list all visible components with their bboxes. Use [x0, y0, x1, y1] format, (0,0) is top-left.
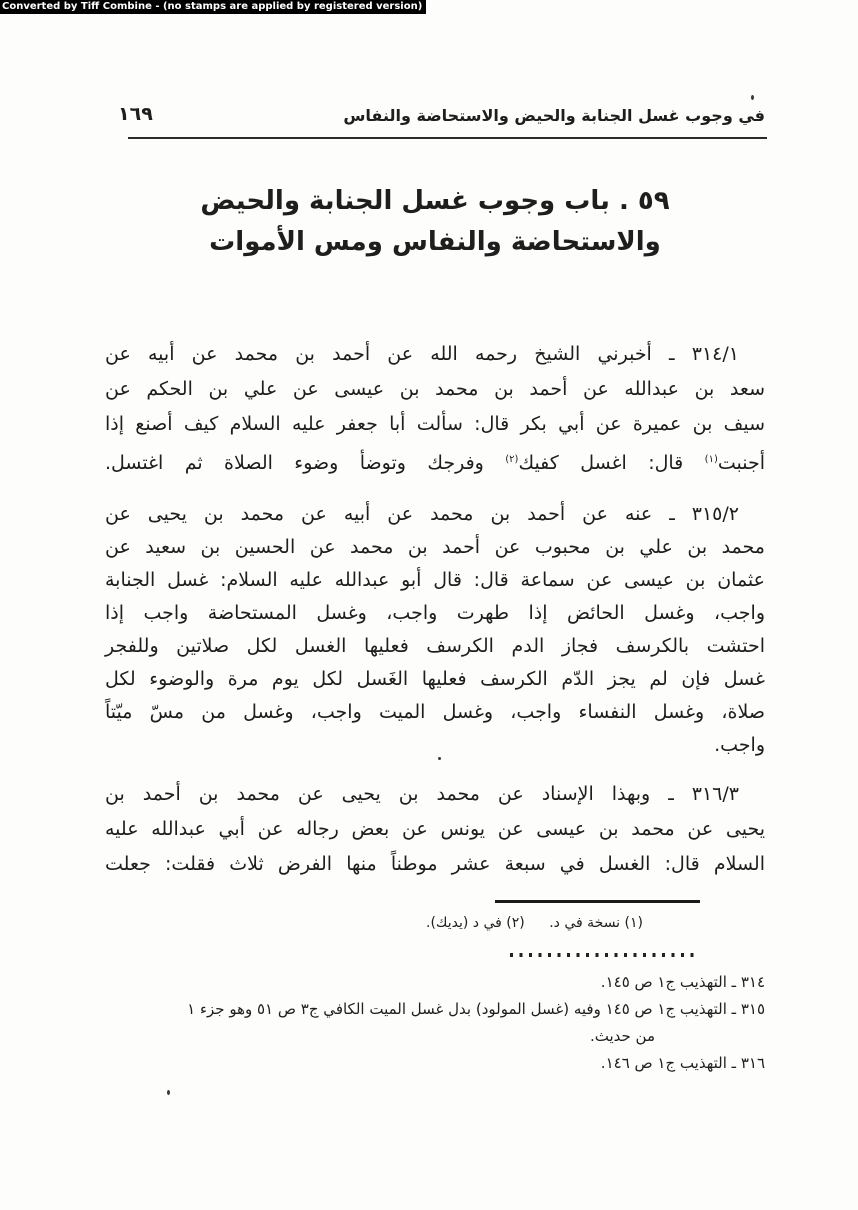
- footnote-1: (١) نسخة في د.: [549, 915, 643, 931]
- reference-316: ٣١٦ ـ التهذيب ج١ ص ١٤٦.: [600, 1054, 765, 1072]
- chapter-title-line1: ٥٩ . باب وجوب غسل الجنابة والحيض: [200, 186, 670, 216]
- hadith-316-line: ٣١٦/٣ ـ وبهذا الإسناد عن محمد بن يحيى عن محمد بن أحمد بن: [105, 783, 739, 805]
- hadith-315-line: واجب.: [714, 734, 765, 756]
- hadith-315-line: صلاة، وغسل النفساء واجب، وغسل الميت واجب، وغسل من مسّ ميّتاً: [105, 701, 765, 723]
- page-number: ١٦٩: [118, 103, 153, 125]
- hadith-314-text: أجنبت: [717, 452, 766, 474]
- hadith-315-line: ٣١٥/٢ ـ عنه عن أحمد بن محمد عن أبيه عن محمد بن يحيى عن: [105, 503, 739, 525]
- header-rule: [128, 137, 767, 139]
- footnote-ref-2: (٢): [505, 454, 519, 465]
- hadith-316: [105, 777, 765, 882]
- reference-315-continuation: من حديث.: [589, 1027, 655, 1045]
- hadith-314: [105, 337, 765, 481]
- chapter-title: [105, 181, 765, 263]
- hadith-315-line: محمد بن علي بن محبوب عن أحمد بن محمد عن الحسين بن سعيد عن: [105, 536, 765, 558]
- hadith-316-line: يحيى عن محمد بن عيسى عن يونس عن بعض رجاله عن أبي عبدالله عليه: [105, 818, 765, 840]
- hadith-315-line: احتشت بالكرسف فجاز الدم الكرسف فعليها الغسل لكل صلاتين وللفجر: [105, 635, 765, 657]
- hadith-314-line: [105, 442, 765, 481]
- scan-speck: [167, 1090, 170, 1095]
- reference-315: ٣١٥ ـ التهذيب ج١ ص ١٤٥ وفيه (غسل المولود) بدل غسل الميت الكافي ج٣ ص ٥١ وهو جزء ١: [187, 1000, 765, 1018]
- page-header: [118, 103, 765, 125]
- scan-speck: [438, 757, 441, 760]
- footnote-separator-rule: [495, 900, 700, 903]
- chapter-title-line2: والاستحاضة والنفاس ومس الأموات: [209, 227, 661, 257]
- dotted-separator: [510, 953, 700, 957]
- tiff-combine-banner: Converted by Tiff Combine - (no stamps are applied by registered version): [0, 0, 426, 14]
- hadith-314-line: ٣١٤/١ ـ أخبرني الشيخ رحمه الله عن أحمد بن محمد عن أبيه عن: [105, 343, 739, 365]
- footnote-ref-1: (١): [704, 454, 718, 465]
- hadith-314-line: سيف بن عميرة عن أبي بكر قال: سألت أبا جعفر عليه السلام كيف أصنع إذا: [105, 413, 765, 435]
- hadith-315-line: واجب، وغسل الحائض إذا طهرت واجب، وغسل المستحاضة واجب إذا: [105, 602, 765, 624]
- hadith-315-line: غسل فإن لم يجز الدّم الكرسف فعليها الغَسل لكل يوم مرة والوضوء لكل: [105, 668, 765, 690]
- footnote-2: (٢) في د (يديك).: [426, 915, 525, 931]
- hadith-315: [105, 498, 765, 762]
- references: [105, 969, 765, 1077]
- hadith-316-line: السلام قال: الغسل في سبعة عشر موطناً منها الفرض ثلاث فقلت: جعلت: [105, 853, 765, 875]
- running-title: في وجوب غسل الجنابة والحيض والاستحاضة والنفاس: [343, 106, 765, 125]
- scan-speck: [751, 95, 754, 100]
- hadith-314-text: قال: اغسل كفيك: [518, 452, 705, 474]
- hadith-315-line: عثمان بن عيسى عن سماعة قال: قال أبو عبدالله عليه السلام: غسل الجنابة: [105, 569, 765, 591]
- hadith-314-text: وفرجك وتوضأ وضوء الصلاة ثم اغتسل.: [105, 452, 506, 474]
- hadith-314-line: سعد بن عبدالله عن أحمد بن محمد بن عيسى عن علي بن الحكم عن: [105, 378, 765, 400]
- footnotes: [105, 911, 765, 935]
- reference-314: ٣١٤ ـ التهذيب ج١ ص ١٤٥.: [600, 973, 765, 991]
